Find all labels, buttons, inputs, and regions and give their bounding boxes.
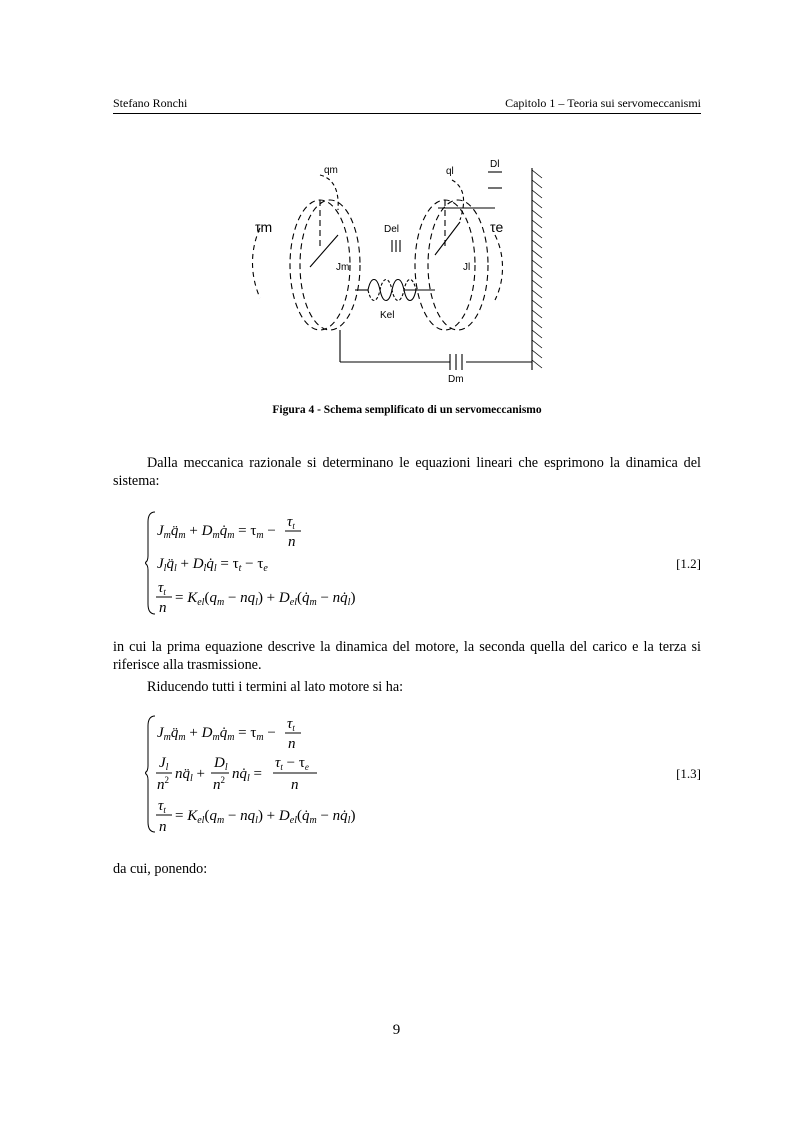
label-tau-m: τm [255, 219, 273, 235]
svg-text:n: n [159, 600, 167, 616]
servomechanism-diagram [220, 140, 592, 395]
svg-text:τt − τe: $\tau_t - \tau_e$ [275, 755, 309, 772]
svg-text:Jmq̈m + Dmq̇m = τm −: $J_mq̈_m$ + $D_mq̇_m = \tau_m$ − [157, 523, 276, 541]
svg-text:n: n [159, 819, 167, 835]
svg-text:τt: $\tau_t$ [158, 798, 166, 815]
svg-text:Jlq̈l + Dlq̇l = τt − τe: $J_lq̈_l$ + $D_lq̇_l = \tau_t - \tau_e$ [157, 556, 268, 574]
label-qm: qm [324, 165, 338, 176]
label-Kel: Kel [380, 310, 395, 321]
figure-caption: Figura 4 - Schema semplificato di un servomeccanismo [272, 404, 542, 416]
svg-text:nq̇l =: $nq̇_l$ = [232, 766, 262, 784]
equation-number-1-2: [1.2] [676, 556, 701, 571]
svg-text:n2: $n^2$ [213, 775, 225, 793]
svg-text:n: n [291, 777, 299, 793]
page-number: 9 [392, 1022, 401, 1038]
svg-text:τt: $\tau_t$ [287, 716, 295, 733]
header-chapter: Capitolo 1 – Teoria sui servomeccanismi [505, 96, 701, 110]
header-author: Stefano Ronchi [113, 96, 188, 110]
paragraph-reduction: Riducendo tutti i termini al lato motore si ha: [147, 679, 404, 695]
svg-text:Jl: $J_l$ [159, 755, 169, 773]
svg-text:τt: $\tau_t$ [158, 580, 166, 597]
equation-1-2-math [145, 508, 645, 618]
label-Jl: Jl [463, 262, 471, 273]
label-Jm: Jm [336, 262, 350, 273]
paragraph-explanation: in cui la prima equazione descrive la dinamica del motore, la seconda quella del carico e la terza si riferisce alla trasmissione. [113, 639, 701, 673]
equation-number-1-3: [1.3] [676, 766, 701, 781]
label-Del: Del [384, 224, 400, 235]
label-tau-e: τe [490, 219, 504, 235]
equation-1-2 [145, 508, 701, 618]
svg-text:nq̈l +: $nq̈_l$ + [175, 766, 205, 784]
svg-text:= Kel(qm − nql) + Del(q̇m − nq: = $K_{el}(q_m - nq_l)$ + $D_{el}(q̇_m$ − $nq̇_l$) [175, 590, 356, 608]
figure-servomechanism [220, 140, 592, 395]
svg-text:Dl: $D_l$ [214, 755, 228, 773]
paragraph-setting: da cui, ponendo: [113, 861, 208, 877]
equation-1-3-math [145, 712, 645, 836]
label-ql: ql [446, 166, 454, 177]
header-rule [113, 113, 701, 114]
label-Dl: Dl [490, 159, 500, 170]
label-Dm: Dm [448, 374, 464, 385]
page-header [113, 96, 701, 114]
svg-text:= Kel(qm − nql) + Del(q̇m − nq: = $K_{el}(q_m - nq_l)$ + $D_{el}(q̇_m$ − $nq̇_l$) [175, 808, 356, 826]
svg-text:n: n [288, 736, 296, 752]
paragraph-intro: Dalla meccanica razionale si determinano le equazioni lineari che esprimono la dinamica del sistema: [113, 455, 701, 489]
svg-text:Jmq̈m + Dmq̇m = τm −: $J_mq̈_m$ + $D_mq̇_m = \tau_m$ − [157, 725, 276, 743]
svg-text:n2: $n^2$ [157, 775, 169, 793]
svg-text:τt: $\tau_t$ [287, 514, 295, 531]
equation-1-3 [145, 712, 701, 836]
svg-text:n: n [288, 534, 296, 550]
